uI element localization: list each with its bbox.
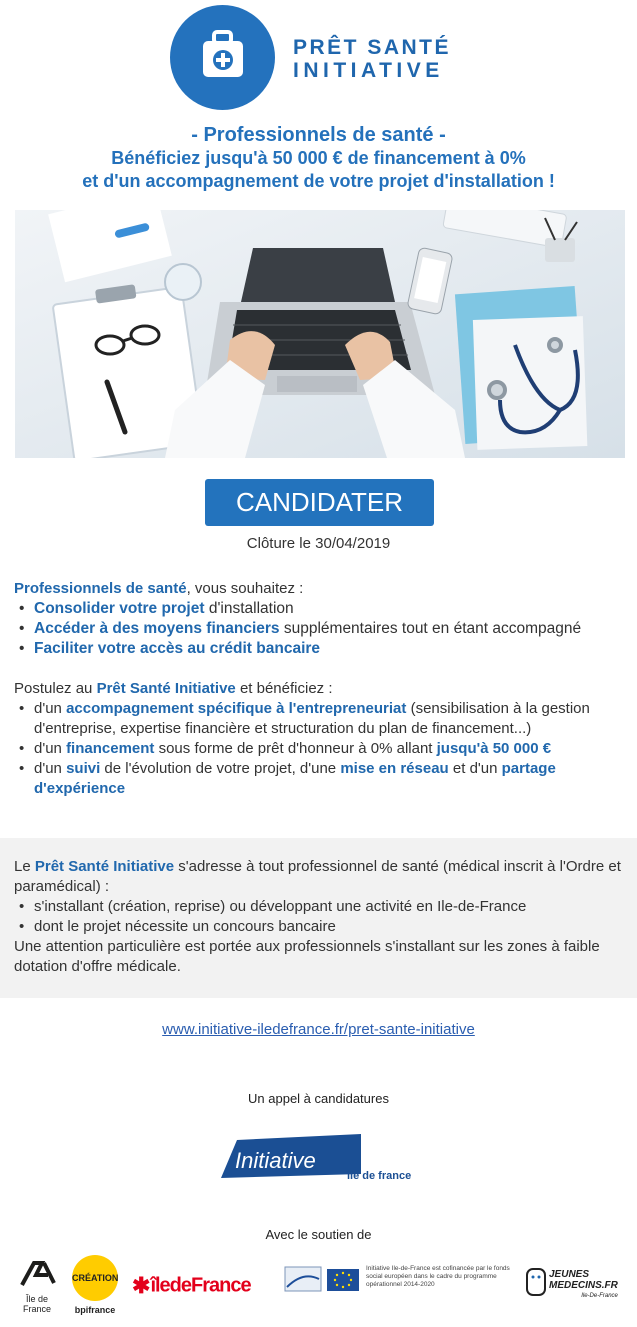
item-bold: financement <box>66 740 155 757</box>
list-item: • dont le projet nécessite un concours bancaire <box>14 917 623 937</box>
benefits-lead-pre: Postulez au <box>14 680 97 697</box>
list-item <box>14 599 624 619</box>
eligibility-lead <box>14 857 623 897</box>
item-mid-2: et d'un <box>448 760 502 777</box>
item-bold-2: jusqu'à 50 000 € <box>436 740 552 757</box>
list-item <box>14 759 624 799</box>
jm-line-3: Ile-De-France <box>581 1293 618 1299</box>
eligibility-note: Une attention particulière est portée aux professionnels s'installant sur les zones à faible dotation d'offre médicale. <box>14 938 600 975</box>
item-bold-2: mise en réseau <box>340 760 449 777</box>
item-rest: d'installation <box>204 600 294 617</box>
item-mid: sous forme de prêt d'honneur à 0% allant <box>154 740 437 757</box>
item-pre: d'un <box>34 700 67 717</box>
list-item <box>14 639 624 659</box>
candidater-button[interactable]: CANDIDATER <box>205 479 434 526</box>
list-item: • s'installant (création, reprise) ou développant une activité en Ile-de-France <box>14 897 623 917</box>
item-pre: d'un <box>34 740 67 757</box>
benefits-lead-bold: Prêt Santé Initiative <box>96 680 236 697</box>
item-bold: accompagnement spécifique à l'entrepreneuriat <box>66 700 407 717</box>
initiative-logo[interactable] <box>221 1134 421 1184</box>
jm-line-1: JEUNES <box>549 1269 590 1280</box>
item-pre: d'un <box>34 760 67 777</box>
creation-badge: CRÉATION <box>72 1255 118 1301</box>
headline <box>0 123 637 193</box>
iledefrance-label: îledeFrance <box>150 1274 251 1297</box>
jeunes-medecins-logo[interactable] <box>525 1263 618 1307</box>
medical-kit-icon <box>170 5 275 110</box>
item-rest: (sensibilisation à la gestion d'entreprise, expertise financière et structuration du plan de financement...) <box>34 700 590 737</box>
benefits-list <box>14 699 624 799</box>
intro-list <box>14 599 624 659</box>
benefits-lead <box>14 679 624 699</box>
initiative-word: Initiative <box>235 1148 316 1173</box>
bpifrance-label: bpifrance <box>74 1305 116 1315</box>
item-mid: de l'évolution de votre projet, d'une <box>100 760 341 777</box>
hero-image <box>15 210 625 458</box>
appel-text: Un appel à candidatures <box>248 1091 389 1106</box>
eligibility-box <box>0 838 637 998</box>
benefits-lead-post: et bénéficiez : <box>235 680 333 697</box>
credit-agricole-logo[interactable] <box>14 1259 60 1319</box>
item-bold: Faciliter votre accès au crédit bancaire <box>34 640 321 657</box>
ca-region: Île de France <box>22 1294 51 1314</box>
logo-circle <box>170 5 275 110</box>
brand-line-1: PRÊT SANTÉ <box>293 36 452 59</box>
item-bold: Consolider votre projet <box>34 600 205 617</box>
intro-section <box>14 579 624 799</box>
partner-logos <box>0 1255 637 1321</box>
eligibility-list <box>14 897 623 937</box>
headline-title: - Professionnels de santé - <box>191 124 446 146</box>
brand-line-2: INITIATIVE <box>293 59 444 82</box>
item-bold: suivi <box>66 760 101 777</box>
europe-logo[interactable] <box>283 1259 359 1303</box>
website-link[interactable]: www.initiative-iledefrance.fr/pret-sante-initiative <box>162 1021 475 1038</box>
intro-lead-rest: , vous souhaitez : <box>186 580 304 597</box>
jm-line-2: MEDECINS.FR <box>549 1280 618 1291</box>
headline-line-3: et d'un accompagnement de votre projet d'installation ! <box>82 171 555 191</box>
item-bold: Accéder à des moyens financiers <box>34 620 280 637</box>
bpifrance-creation-logo[interactable] <box>70 1255 120 1321</box>
headline-line-2: Bénéficiez jusqu'à 50 000 € de financement à 0% <box>111 148 526 168</box>
eligibility-pre: Le <box>14 858 35 875</box>
soutien-text: Avec le soutien de <box>265 1227 372 1242</box>
header <box>0 0 637 120</box>
list-item <box>14 739 624 759</box>
intro-lead-bold: Professionnels de santé <box>14 580 187 597</box>
eligibility-rest: s'adresse à tout professionnel de santé (médical inscrit à l'Ordre et paramédical) : <box>14 858 621 895</box>
iledefrance-logo[interactable] <box>132 1273 272 1303</box>
item-rest: supplémentaires tout en étant accompagné <box>279 620 582 637</box>
glass-icon <box>165 264 201 300</box>
list-item <box>14 619 624 639</box>
star-icon: ✱ <box>132 1273 151 1298</box>
list-item <box>14 699 624 739</box>
eligibility-bold: Prêt Santé Initiative <box>34 858 175 875</box>
intro-lead <box>14 579 624 599</box>
initiative-sub: ile de france <box>347 1170 412 1182</box>
europe-text: Initiative Ile-de-France est cofinancée par le fonds social européen dans le cadre du programme opérationnel 2014-2020 <box>366 1265 510 1288</box>
item-bold-3: partage d'expérience <box>34 760 556 797</box>
closing-date: Clôture le 30/04/2019 <box>246 535 391 552</box>
brand-name <box>293 36 451 82</box>
